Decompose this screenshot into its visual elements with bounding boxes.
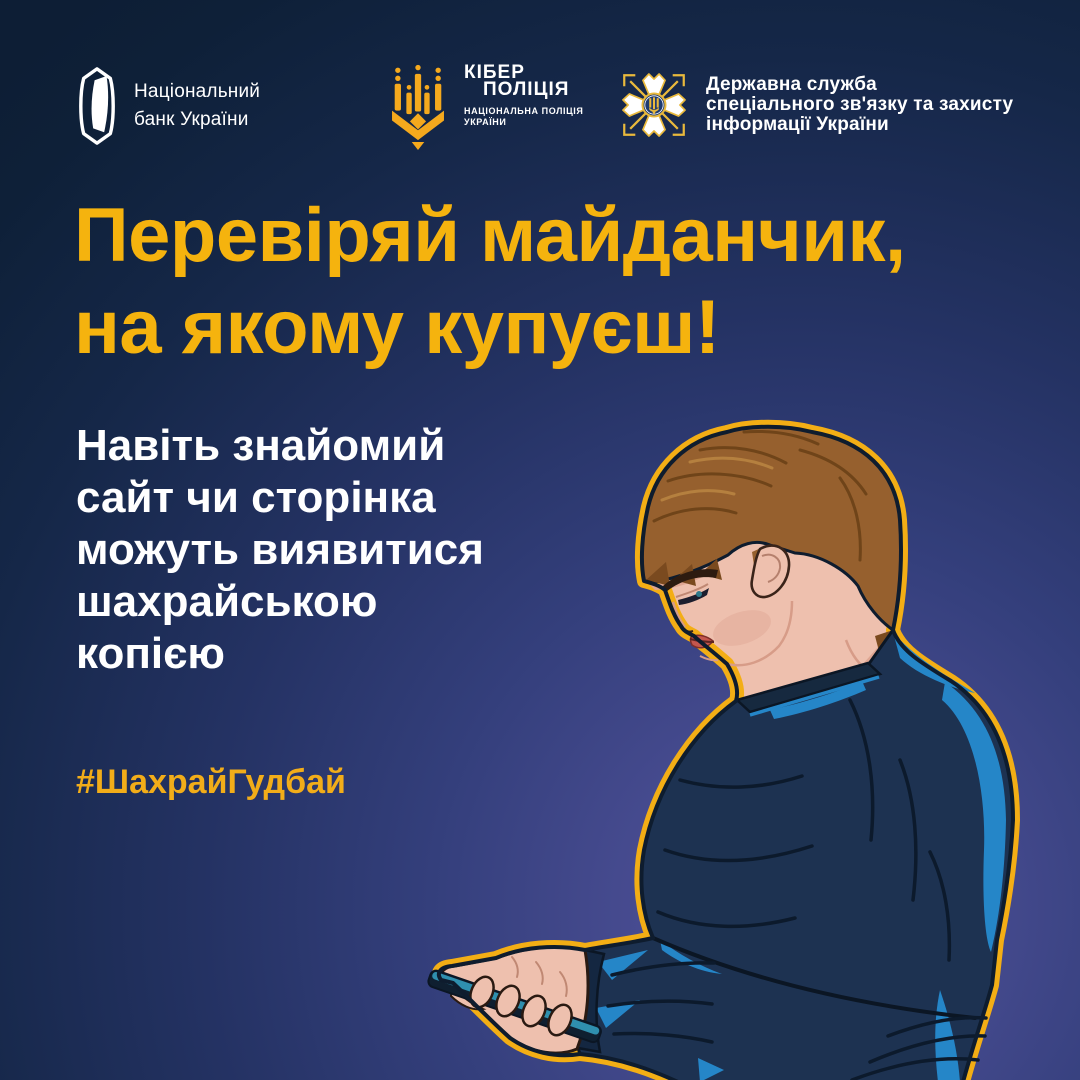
body-text-line: копією	[76, 629, 225, 678]
ssscip-name-line3: інформації України	[706, 114, 889, 135]
cyberpolice-subtitle-line2: УКРАЇНИ	[464, 117, 507, 127]
iris	[696, 591, 702, 597]
body-text-line: Навіть знайомий	[76, 421, 446, 470]
hashtag: #ШахрайГудбай	[76, 763, 346, 801]
nbu-name-line1: Національний	[134, 81, 261, 102]
headline	[74, 190, 906, 374]
cyberpolice-title-line1: КІБЕР	[464, 62, 525, 83]
ssscip-name-line2: спеціального зв'язку та захисту	[706, 94, 1014, 115]
body-text-line: можуть виявитися	[76, 525, 484, 574]
cyberpolice-title-line2: ПОЛІЦІЯ	[483, 79, 570, 100]
ssscip-name-line1: Державна служба	[706, 74, 877, 95]
headline-line2: на якому купуєш!	[74, 285, 720, 370]
cyberpolice-subtitle-line1: НАЦІОНАЛЬНА ПОЛІЦІЯ	[464, 106, 584, 116]
headline-line1: Перевіряй майданчик,	[74, 193, 906, 278]
body-text	[76, 420, 484, 680]
body-text-line: сайт чи сторінка	[76, 473, 436, 522]
body-text-line: шахрайською	[76, 577, 378, 626]
nbu-name-line2: банк України	[134, 109, 249, 130]
